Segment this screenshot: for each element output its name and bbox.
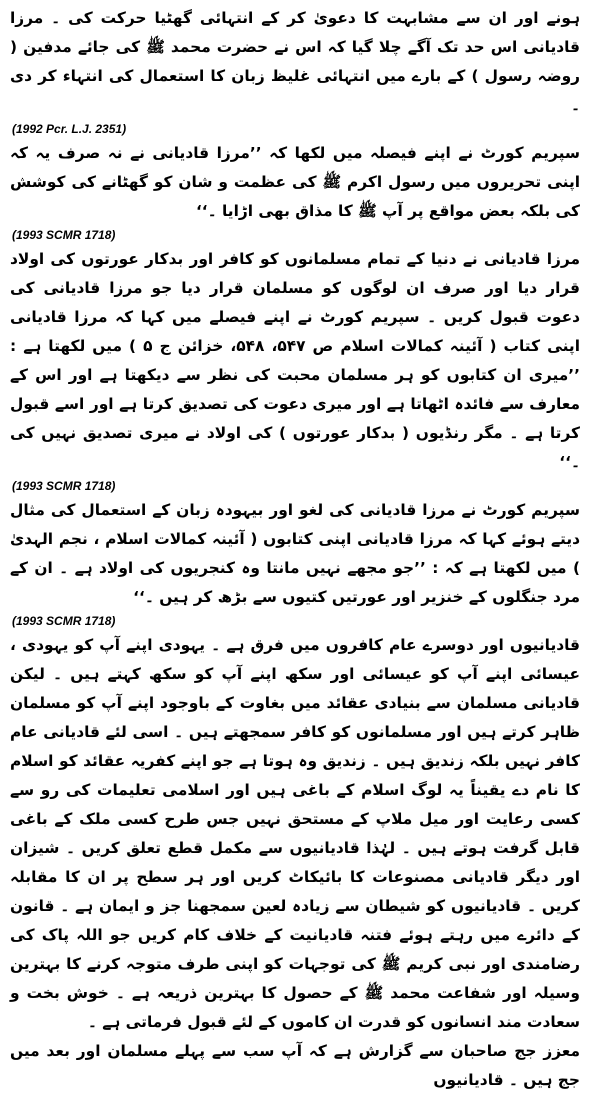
citation-4: (1993 SCMR 1718) (12, 614, 116, 628)
paragraph-1: ہونے اور ان سے مشابہت کا دعویٰ کر کے انتہائی گھٹیا حرکت کی ۔ مرزا قادیانی اس حد تک آگے چلا گیا کہ اس نے حضرت محمد ﷺ کی جائے مدفین ( روضہ رسول ) کے بارے میں انتہائی غلیظ زبان کا استعمال کی انتہاء کر دی ۔ (10, 9, 580, 114)
paragraph-4: سپریم کورٹ نے مرزا قادیانی کی لغو اور بیہودہ زبان کے استعمال کی مثال دیتے ہوئے کہا کہ مرزا قادیانی اپنی کتابوں ( آئینہ کمالات اسلام ، نجم الہدیٰ ) میں لکھتا ہے کہ : ’’جو مجھے نہیں مانتا وہ کنجریوں کی اولاد ہے ۔ ان کے مرد جنگلوں کے خنزیر اور عورتیں کتیوں سے بڑھ کر ہیں ۔‘‘ (10, 501, 580, 606)
paragraph-6: معزز جج صاحبان سے گزارش ہے کہ آپ سب سے پہلے مسلمان اور بعد میں جج ہیں ۔ قادیانیوں (10, 1042, 580, 1089)
paragraph-5: قادیانیوں اور دوسرے عام کافروں میں فرق ہے ۔ یہودی اپنے آپ کو یہودی ، عیسائی اپنے آپ کو عیسائی اور سکھ اپنے آپ کو سکھ کہتے ہیں ۔ لیکن قادیانی مسلمان سے بنیادی عقائد میں بغاوت کے باوجود اپنے آپ کو مسلمان ظاہر کرتے ہیں اور مسلمانوں کو کافر سمجھتے ہیں ۔ اسی لئے قادیانی عام کافر نہیں بلکہ زندیق ہیں ۔ زندیق وہ ہوتا ہے جو اپنے کفریہ عقائد کو اسلام کا نام دے یقیناً یہ لوگ اسلام کے باغی ہیں اور اسلامی تعلیمات کی رو سے کسی رعایت اور میل ملاپ کے مستحق نہیں جس طرح کسی ملک کے باغی قابل گرفت ہوتے ہیں ۔ لہٰذا قادیانیوں سے مکمل قطع تعلق کریں ۔ شیزان اور دیگر قادیانی مصنوعات کا بائیکاٹ کریں اور ہر سطح پر ان کا مقابلہ کریں ۔ قادیانیوں کو شیطان سے زیادہ لعین سمجھنا جز و ایمان ہے ۔ قانون کے دائرے میں رہتے ہوئے فتنہ قادیانیت کے خلاف کام کریں جو اللہ پاک کی رضامندی اور نبی کریم ﷺ کی توجہات کو اپنی طرف متوجہ کرنے کا بہترین وسیلہ اور شفاعت محمد ﷺ کے حصول کا بہترین ذریعہ ہے ۔ خوش بخت و سعادت مند انسانوں کو قدرت ان کاموں کے لئے قبول فرماتی ہے ۔ (10, 636, 580, 1031)
paragraph-3: مرزا قادیانی نے دنیا کے تمام مسلمانوں کو کافر اور بدکار عورتوں کی اولاد قرار دیا اور صرف ان لوگوں کو مسلمان قرار دیا جو مرزا قادیانی کی دعوت قبول کریں ۔ سپریم کورٹ نے اپنے فیصلے میں کہا کہ مرزا قادیانی اپنی کتاب ( آئینہ کمالات اسلام ص ۵۴۷، ۵۴۸، خزائن ج ۵ ) میں لکھتا ہے : ’’میری ان کتابوں کو ہر مسلمان محبت کی نظر سے دیکھتا ہے اور اس کے معارف سے فائدہ اٹھاتا ہے اور میری دعوت کی تصدیق کرتا ہے اور اسے قبول کرتا ہے ۔ مگر رنڈیوں ( بدکار عورتوں ) کی اولاد نے میری تصدیق نہیں کی ۔‘‘ (10, 250, 580, 471)
citation-3: (1993 SCMR 1718) (12, 479, 116, 493)
citation-2: (1993 SCMR 1718) (12, 228, 116, 242)
citation-1: (1992 Pcr. L.J. 2351) (12, 122, 127, 136)
paragraph-2: سپریم کورٹ نے اپنے فیصلہ میں لکھا کہ ’’مرزا قادیانی نے نہ صرف یہ کہ اپنی تحریروں میں رسول اکرم ﷺ کی عظمت و شان کو گھٹانے کی کوشش کی بلکہ بعض مواقع پر آپ ﷺ کا مذاق بھی اڑایا ۔‘‘ (10, 144, 580, 220)
